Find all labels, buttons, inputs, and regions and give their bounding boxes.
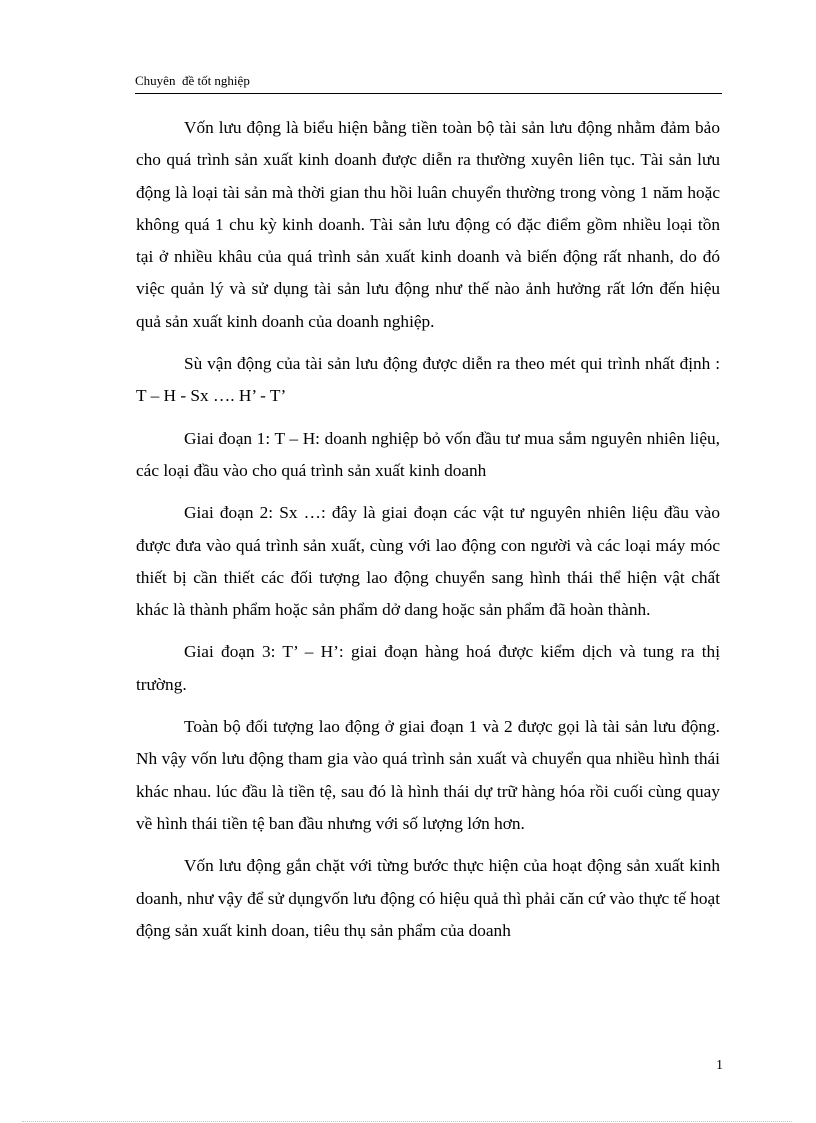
document-body xyxy=(136,112,720,957)
paragraph: Vốn lưu động gắn chặt với từng bước thực hiện của hoạt động sản xuất kinh doanh, như vậy để sử dụngvốn lưu động có hiệu quả thì phải căn cứ vào thực tế hoạt động sản xuất kinh doan, tiêu thụ sản phẩm của doanh xyxy=(136,856,720,940)
paragraph: Giai đoạn 1: T – H: doanh nghiệp bỏ vốn đầu tư mua sắm nguyên nhiên liệu, các loại đầu vào cho quá trình sản xuất kinh doanh xyxy=(136,428,720,480)
paragraph: Giai đoạn 2: Sx …: đây là giai đoạn các vật tư nguyên nhiên liệu đầu vào được đưa vào quá trình sản xuất, cùng với lao động con người và các loại máy móc thiết bị cần thiết các đối tượng lao động chuyển sang hình thái thể hiện vật chất khác là thành phẩm hoặc sản phẩm dở dang hoặc sản phẩm đã hoàn thành. xyxy=(136,503,720,620)
paragraph: Toàn bộ đối tượng lao động ở giai đoạn 1 và 2 được gọi là tài sản lưu động. Nh vậy vốn lưu động tham gia vào quá trình sản xuất và chuyển qua nhiều hình thái khác nhau. lúc đầu là tiền tệ, sau đó là hình thái dự trữ hàng hóa rồi cuối cùng quay về hình thái tiền tệ ban đầu nhưng với số lượng lớn hơn. xyxy=(136,717,720,833)
page-number: 1 xyxy=(716,1058,723,1073)
paragraph: Vốn lưu động là biểu hiện bằng tiền toàn bộ tài sản lưu động nhằm đảm bảo cho quá trình sản xuất kinh doanh được diễn ra thường xuyên liên tục. Tài sản lưu động là loại tài sản mà thời gian thu hồi luân chuyển thường trong vòng 1 năm hoặc không quá 1 chu kỳ kinh doanh. Tài sản lưu động có đặc điểm gồm nhiều loại tồn tại ở nhiều khâu của quá trình sản xuất kinh doanh và biến động rất nhanh, do đó việc quản lý và sử dụng tài sản lưu động như thế nào ảnh hưởng rất lớn đến hiệu quả sản xuất kinh doanh của doanh nghiệp. xyxy=(136,118,720,331)
paragraph: Giai đoạn 3: T’ – H’: giai đoạn hàng hoá được kiểm dịch và tung ra thị trường. xyxy=(136,642,720,694)
page-header xyxy=(135,72,722,94)
header-title: Chuyên đề tốt nghiệp xyxy=(135,73,250,88)
page-bottom-divider xyxy=(22,1121,792,1122)
paragraph: Sù vận động của tài sản lưu động được diễn ra theo mét qui trình nhất định : T – H - Sx …. H’ - T’ xyxy=(136,354,720,406)
